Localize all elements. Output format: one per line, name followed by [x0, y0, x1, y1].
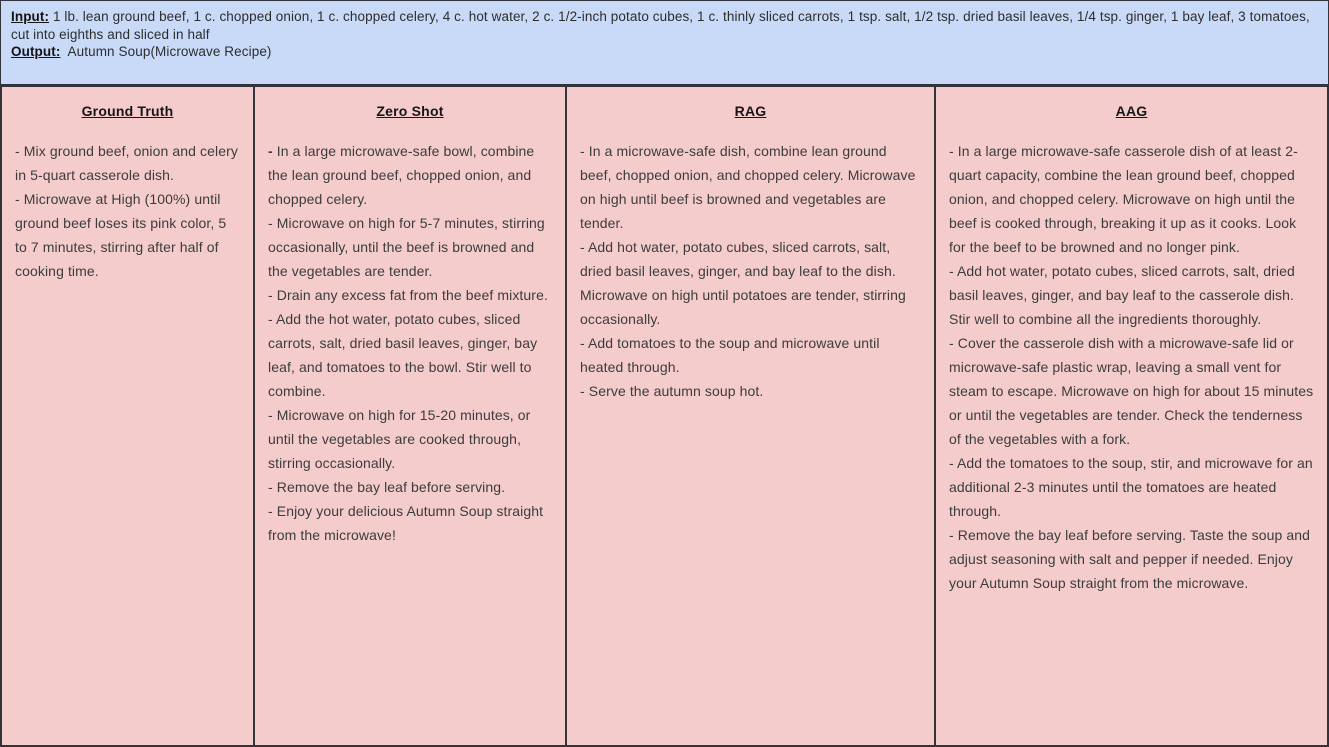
recipe-step: - Mix ground beef, onion and celery in 5-quart casserole dish. — [15, 143, 238, 183]
column-aag — [936, 87, 1327, 745]
output-label: Output: — [11, 44, 61, 59]
recipe-step: - In a microwave-safe dish, combine lean ground beef, chopped onion, and chopped celery. Microwave on high until beef is browned and vegetables are tender. — [580, 143, 916, 231]
column-header-rag: RAG — [734, 103, 767, 119]
recipe-step: - Remove the bay leaf before serving. — [268, 479, 506, 495]
recipe-step: - Add hot water, potato cubes, sliced carrots, salt, dried basil leaves, ginger, and bay leaf to the casserole dish. Stir well to combine all the ingredients thoroughly. — [949, 263, 1295, 327]
recipe-step: - Add hot water, potato cubes, sliced carrots, salt, dried basil leaves, ginger, and bay leaf to the dish. Microwave on high until potatoes are tender, stirring occasionally. — [580, 239, 906, 327]
input-label: Input: — [11, 9, 50, 24]
recipe-step: - Add the hot water, potato cubes, sliced carrots, salt, dried basil leaves, ginger, bay leaf, and tomatoes to the bowl. Stir well to combine. — [268, 311, 538, 399]
recipe-step: - Serve the autumn soup hot. — [580, 383, 764, 399]
recipe-step: - In a large microwave-safe bowl, combine the lean ground beef, chopped onion, and chopped celery. — [268, 143, 535, 207]
recipe-step: - Microwave on high for 5-7 minutes, stirring occasionally, until the beef is browned and the vegetables are tender. — [268, 215, 545, 279]
column-body-aag — [936, 139, 1327, 595]
recipe-step: - Remove the bay leaf before serving. Taste the soup and adjust seasoning with salt and pepper if needed. Enjoy your Autumn Soup straight from the microwave. — [949, 527, 1310, 591]
column-body-zero-shot — [255, 139, 565, 547]
io-banner — [0, 0, 1329, 85]
recipe-step: - Microwave on high for 15-20 minutes, or until the vegetables are cooked through, stirring occasionally. — [268, 407, 531, 471]
recipe-step: - Add tomatoes to the soup and microwave until heated through. — [580, 335, 880, 375]
recipe-step: - Add the tomatoes to the soup, stir, and microwave for an additional 2-3 minutes until the tomatoes are heated through. — [949, 455, 1313, 519]
column-header-ground-truth: Ground Truth — [81, 103, 174, 119]
column-ground-truth — [2, 87, 255, 745]
column-rag — [567, 87, 936, 745]
column-zero-shot — [255, 87, 567, 745]
column-header-zero-shot: Zero Shot — [376, 103, 444, 119]
recipe-step: - Drain any excess fat from the beef mixture. — [268, 287, 548, 303]
column-body-ground-truth — [2, 139, 253, 283]
output-text: Autumn Soup(Microwave Recipe) — [64, 44, 272, 59]
input-text: 1 lb. lean ground beef, 1 c. chopped onion, 1 c. chopped celery, 4 c. hot water, 2 c. 1/2-inch potato cubes, 1 c. thinly sliced carrots, 1 tsp. salt, 1/2 tsp. dried basil leaves, 1/4 tsp. ginger, 1 bay leaf, 3 tomatoes, cut into eighths and sliced in half — [11, 9, 1310, 42]
recipe-step: - Cover the casserole dish with a microwave-safe lid or microwave-safe plastic wrap, leaving a small vent for steam to escape. Microwave on high for about 15 minutes or until the vegetables are tender. Check the tenderness of the vegetables with a fork. — [949, 335, 1314, 447]
column-header-aag: AAG — [1115, 103, 1148, 119]
recipe-step: - Enjoy your delicious Autumn Soup straight from the microwave! — [268, 503, 544, 543]
column-body-rag — [567, 139, 934, 403]
bold-dash: - — [268, 143, 273, 159]
recipe-step: - Microwave at High (100%) until ground beef loses its pink color, 5 to 7 minutes, stirring after half of cooking time. — [15, 191, 227, 279]
recipe-step: - In a large microwave-safe casserole dish of at least 2-quart capacity, combine the lean ground beef, chopped onion, and chopped celery. Microwave on high until the beef is cooked through, breaking it up as it cooks. Look for the beef to be browned and no longer pink. — [949, 143, 1298, 255]
comparison-table — [0, 85, 1329, 747]
